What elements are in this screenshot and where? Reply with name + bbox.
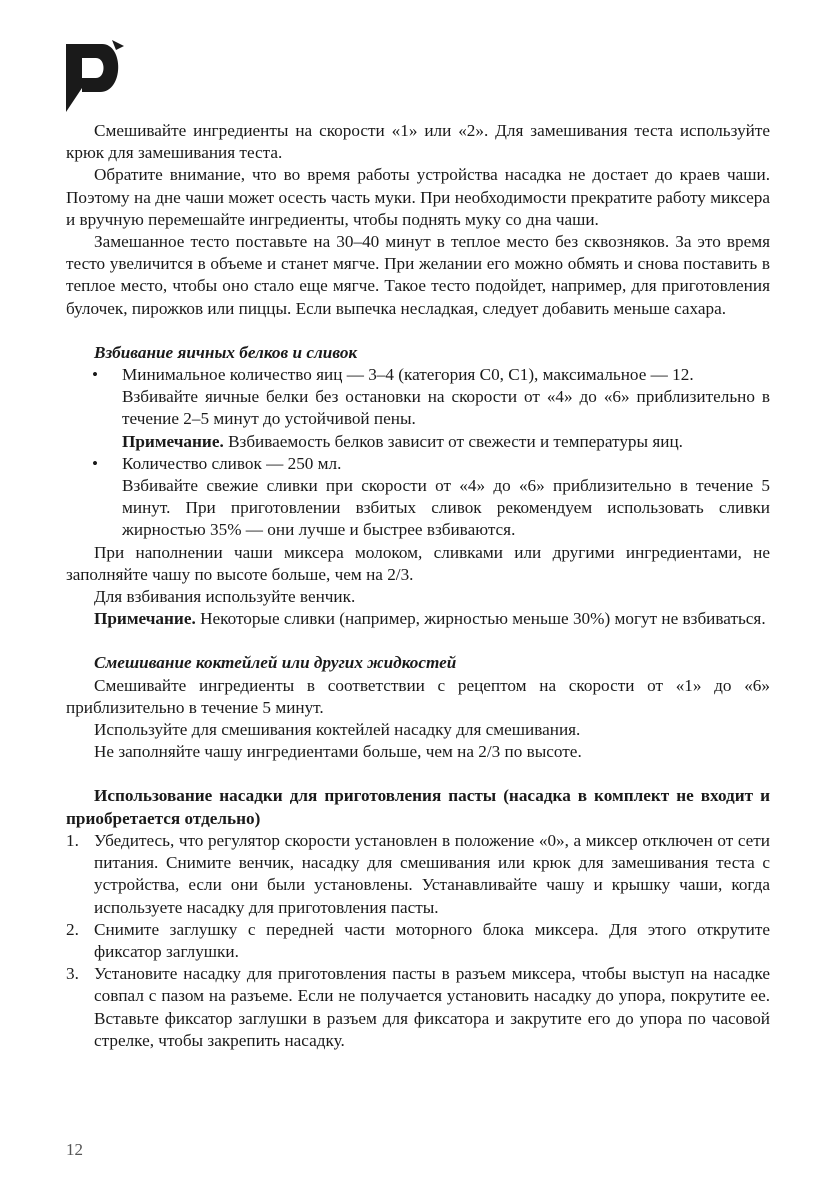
- list-item: [66, 453, 770, 475]
- brand-logo-icon: [64, 38, 128, 114]
- note-text: Взбиваемость белков зависит от свежести и температуры яиц.: [223, 431, 683, 451]
- cocktails-paragraph-3: Не заполняйте чашу ингредиентами больше, чем на 2/3 по высоте.: [94, 742, 582, 762]
- cocktails-paragraph-2: Используйте для смешивания коктейлей насадку для смешивания.: [94, 720, 581, 740]
- bullet-continuation: Взбивайте свежие сливки при скорости от «4» до «6» приблизительно в течение 5 минут. При приготовлении взбитых сливок рекомендуем использовать сливки жирностью 35% — они лучше и быстрее взбиваются.: [122, 476, 770, 540]
- intro-paragraph-2: Обратите внимание, что во время работы устройства насадка не достает до краев чаши. Поэтому на дне чаши может осесть часть муки. При необходимости прекратите работу миксера и вручную перемешайте ингредиенты, чтобы поднять муку со дна чаши.: [66, 165, 770, 229]
- bullet-text: Минимальное количество яиц — 3–4 (категория С0, С1), максимальное — 12.: [122, 365, 694, 385]
- list-text: Убедитесь, что регулятор скорости установлен в положение «0», а миксер отключен от сети питания. Снимите венчик, насадку для смешивания или крюк для замешивания теста с устройства, если они были установлены. Устанавливайте чашу и крышку чаши, когда используете насадку для приготовления пасты.: [94, 830, 770, 917]
- cocktails-paragraph-1: Смешивайте ингредиенты в соответствии с рецептом на скорости от «1» до «6» приблизительно в течение 5 минут.: [66, 675, 770, 717]
- bullet-continuation: Взбивайте яичные белки без остановки на скорости от «4» до «6» приблизительно в течение 2–5 минут до устойчивой пены.: [122, 387, 770, 429]
- list-number: 1.: [66, 830, 79, 850]
- note-label: Примечание.: [94, 609, 196, 629]
- bullet-note: [122, 431, 770, 453]
- section-heading-pasta: Использование насадки для приготовления пасты (насадка в комплект не входит и приобретается отдельно): [66, 786, 770, 828]
- section-heading-whipping: Взбивание яичных белков и сливок: [94, 342, 358, 362]
- page-number: 12: [66, 1140, 83, 1159]
- list-text: Снимите заглушку с передней части моторного блока миксера. Для этого открутите фиксатор заглушки.: [94, 919, 770, 961]
- list-number: 3.: [66, 964, 79, 984]
- list-number: 2.: [66, 919, 79, 939]
- list-item: [66, 963, 770, 1052]
- section-heading-cocktails: Смешивание коктейлей или других жидкостей: [94, 653, 457, 673]
- bullet-marker: •: [92, 365, 99, 385]
- note-label: Примечание.: [122, 431, 224, 451]
- bullet-text: Количество сливок — 250 мл.: [122, 453, 342, 473]
- intro-paragraph-3: Замешанное тесто поставьте на 30–40 минут в теплое место без сквозняков. За это время тесто увеличится в объеме и станет мягче. При желании его можно обмять и снова поставить в теплое место, чтобы оно стало еще мягче. Такое тесто подойдет, например, для приготовления булочек, пирожков или пиццы. Если выпечка несладкая, следует добавить меньше сахара.: [66, 232, 770, 318]
- list-item: [66, 919, 770, 963]
- list-text: Установите насадку для приготовления пасты в разъем миксера, чтобы выступ на насадке совпал с пазом на разъеме. Если не получается установить насадку до упора, покрутите ее. Вставьте фиксатор заглушки в разъем для фиксатора и закрутите его до упора по часовой стрелке, чтобы закрепить насадку.: [94, 964, 770, 1050]
- whipping-paragraph-2: Для взбивания используйте венчик.: [94, 587, 356, 607]
- bullet-marker: •: [92, 453, 99, 473]
- whipping-paragraph-1: При наполнении чаши миксера молоком, сливками или другими ингредиентами, не заполняйте чашу по высоте больше, чем на 2/3.: [66, 542, 770, 584]
- list-item: [66, 830, 770, 919]
- whipping-note: [66, 608, 770, 630]
- note-text: Некоторые сливки (например, жирностью меньше 30%) могут не взбиваться.: [195, 609, 766, 629]
- page-content: [66, 120, 770, 1052]
- list-item: [66, 364, 770, 386]
- intro-paragraph-1: Смешивайте ингредиенты на скорости «1» или «2». Для замешивания теста используйте крюк для замешивания теста.: [66, 121, 770, 163]
